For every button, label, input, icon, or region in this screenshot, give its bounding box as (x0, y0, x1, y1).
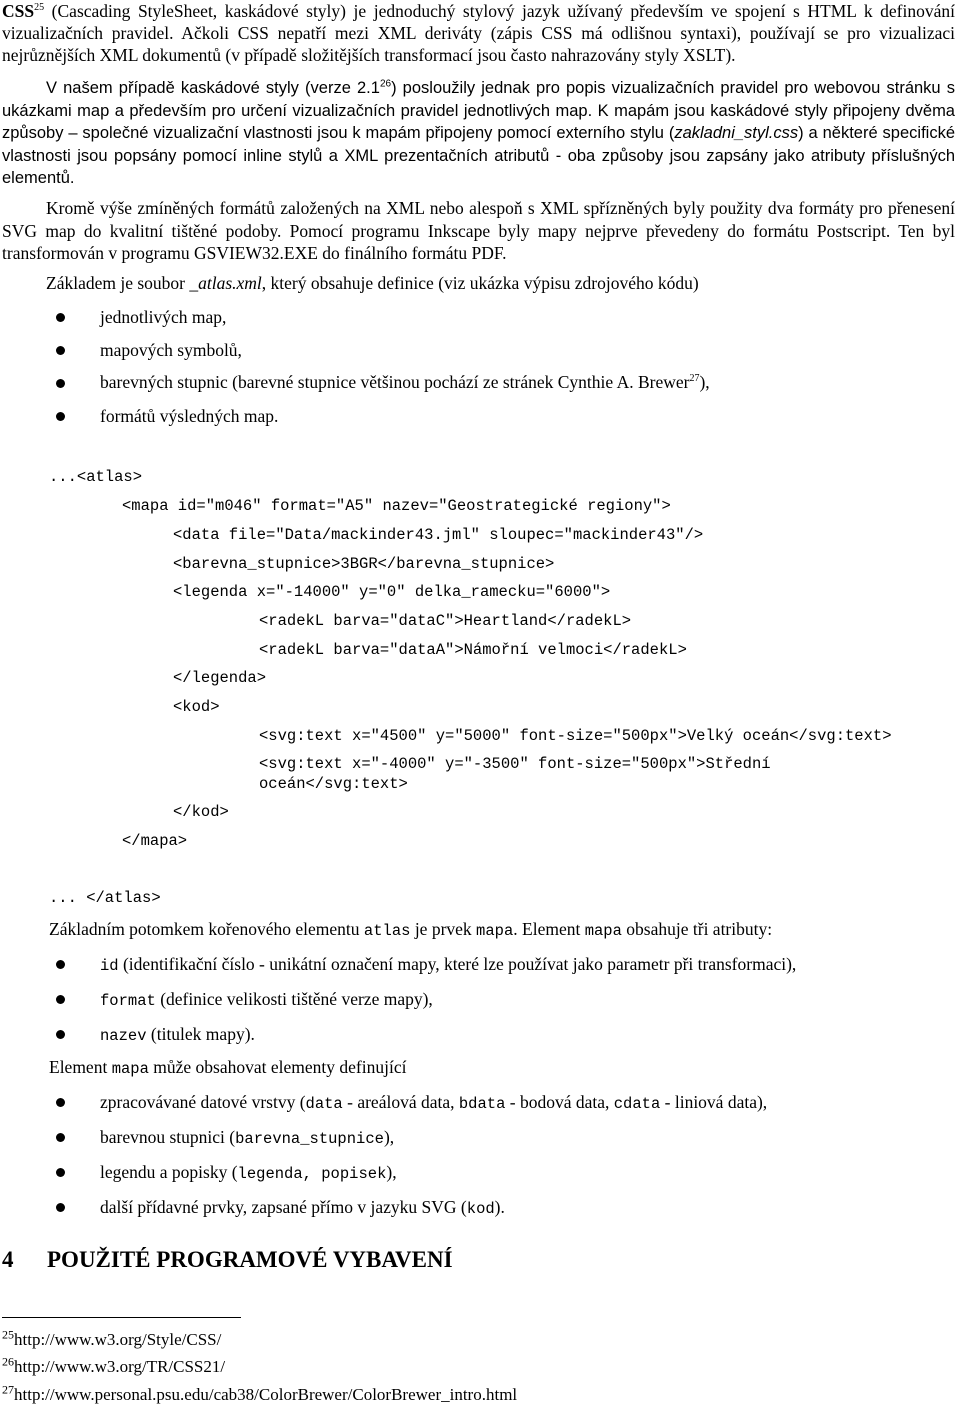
bullet-icon (56, 1168, 65, 1177)
paragraph-css-usage: V našem případě kaskádové styly (verze $2.1^{26}$) posloužily jednak pro popis vizualizačních pravidel pro webovou stránku s ukázkami map a především pro určení vizualizačních pravidel jednotlivých map. K mapám jsou kaskádové styly připojeny dvěma způsoby – společné vizualizační vlastnosti jsou k mapám připojeny pomocí externího stylu (zakladni_styl.css) a některé specifické vlastnosti jsou popsány pomocí inline stylů a XML prezentačních atributů - oba způsoby jsou zapsány jako atributy příslušných elementů. (2, 78, 955, 187)
code-line: <mapa id="m046" format="A5" nazev="Geostrategické regiony"> (122, 497, 671, 515)
code-line: <svg:text x="4500" y="5000" font-size="500px">Velký oceán</svg:text> (259, 727, 892, 745)
section-title: POUŽITÉ PROGRAMOVÉ VYBAVENÍ (47, 1247, 453, 1272)
code-line: ...<atlas> (49, 468, 143, 486)
list-item: formátů výsledných map. (100, 406, 279, 426)
bullet-icon (56, 412, 65, 421)
bullet-icon (56, 379, 65, 388)
code-line: </legenda> (173, 669, 267, 687)
list-item: format (definice velikosti tištěné verze mapy), (100, 989, 433, 1010)
list-item: jednotlivých map, (100, 307, 227, 327)
footnote-ref-25[interactable]: 25 (34, 2, 45, 14)
section-number: 4 (2, 1247, 14, 1272)
filename: zakladni_styl.css (674, 124, 799, 142)
code-line: <legenda x="-14000" y="0" delka_ramecku="6000"> (173, 583, 611, 601)
paragraph-mapa-contains: Element mapa může obsahovat elementy definující (49, 1057, 407, 1078)
bullet-icon (56, 960, 65, 969)
footnote-link[interactable]: http://www.w3.org/TR/CSS21/ (14, 1357, 226, 1376)
list-item: barevnou stupnici (barevna_stupnice), (100, 1127, 395, 1148)
list-item: mapových symbolů, (100, 340, 242, 360)
footnote-link[interactable]: http://www.personal.psu.edu/cab38/ColorBrewer/ColorBrewer_intro.html (14, 1385, 518, 1404)
code-line: <radekL barva="dataC">Heartland</radekL> (259, 612, 632, 630)
code-line: <barevna_stupnice>3BGR</barevna_stupnice> (173, 555, 555, 573)
code-line: </kod> (173, 803, 229, 821)
bullet-icon (56, 995, 65, 1004)
list-item: zpracovávané datové vrstvy (data - areálová data, bdata - bodová data, cdata - liniová data), (100, 1092, 768, 1113)
footnote-27: $^{27}$http://www.personal.psu.edu/cab38/ColorBrewer/ColorBrewer_intro.html (2, 1382, 518, 1404)
code-line: ... </atlas> (49, 889, 161, 907)
footnote-ref-27[interactable]: 27 (689, 373, 700, 385)
paragraph-text: (Cascading StyleSheet, kaskádové styly) je jednoduchý stylový jazyk užívaný především ve spojení s HTML k definování vizualizačních pravidel. Ačkoli CSS nepatří mezi XML deriváty (zápis CSS má odlišnou syntaxi), používají se pro vizualizaci nejrůznějších XML dokumentů (v případě složitějších transformací jsou často nahrazovány styly XSLT). (2, 1, 956, 65)
bullet-icon (56, 313, 65, 322)
footnote-link[interactable]: http://www.w3.org/Style/CSS/ (14, 1330, 222, 1349)
term-css: CSS (2, 1, 35, 21)
list-item: barevných stupnic (barevné stupnice většinou pochází ze stránek Cynthie A. Brewer$^{27}$), (100, 372, 710, 392)
footnote-26: $^{26}$http://www.w3.org/TR/CSS21/ (2, 1354, 226, 1376)
bullet-icon (56, 1098, 65, 1107)
list-item: nazev (titulek mapy). (100, 1024, 255, 1045)
code-line: <data file="Data/mackinder43.jml" sloupec="mackinder43"/> (173, 526, 704, 544)
paragraph-css-intro (2, 0, 955, 66)
code-line: <radekL barva="dataA">Námořní velmoci</radekL> (259, 641, 687, 659)
paragraph-formats: Kromě výše zmíněných formátů založených na XML nebo alespoň s XML spřízněných byly použity dva formáty pro přenesení SVG map do kvalitní tištěné podoby. Pomocí programu Inkscape byly mapy nejprve převedeny do formátu Postscript. Ten byl transformován v programu GSVIEW32.EXE do finálního formátu PDF. (2, 198, 955, 263)
bullet-icon (56, 1203, 65, 1212)
filename: _atlas.xml (189, 273, 262, 293)
paragraph-atlas-file: Základem je soubor _atlas.xml, který obsahuje definice (viz ukázka výpisu zdrojového kódu) (46, 273, 699, 293)
list-item: id (identifikační číslo - unikátní označení mapy, které lze používat jako parametr při transformaci), (100, 954, 797, 975)
footnote-divider (2, 1317, 241, 1318)
code-line: <kod> (173, 698, 220, 716)
bullet-icon (56, 1030, 65, 1039)
code-line: oceán</svg:text> (259, 775, 408, 793)
footnote-ref-26[interactable]: 26 (379, 78, 392, 90)
section-heading (2, 1245, 453, 1275)
bullet-icon (56, 1133, 65, 1142)
code-line: </mapa> (122, 832, 188, 850)
paragraph-mapa-element: Základním potomkem kořenového elementu atlas je prvek mapa. Element mapa obsahuje tři atributy: (49, 919, 773, 940)
list-item: legendu a popisky (legenda, popisek), (100, 1162, 397, 1183)
list-item: další přídavné prvky, zapsané přímo v jazyku SVG (kod). (100, 1197, 505, 1218)
footnote-25: $^{25}$http://www.w3.org/Style/CSS/ (2, 1327, 222, 1349)
bullet-icon (56, 346, 65, 355)
code-line: <svg:text x="-4000" y="-3500" font-size="500px">Střední (259, 755, 771, 773)
